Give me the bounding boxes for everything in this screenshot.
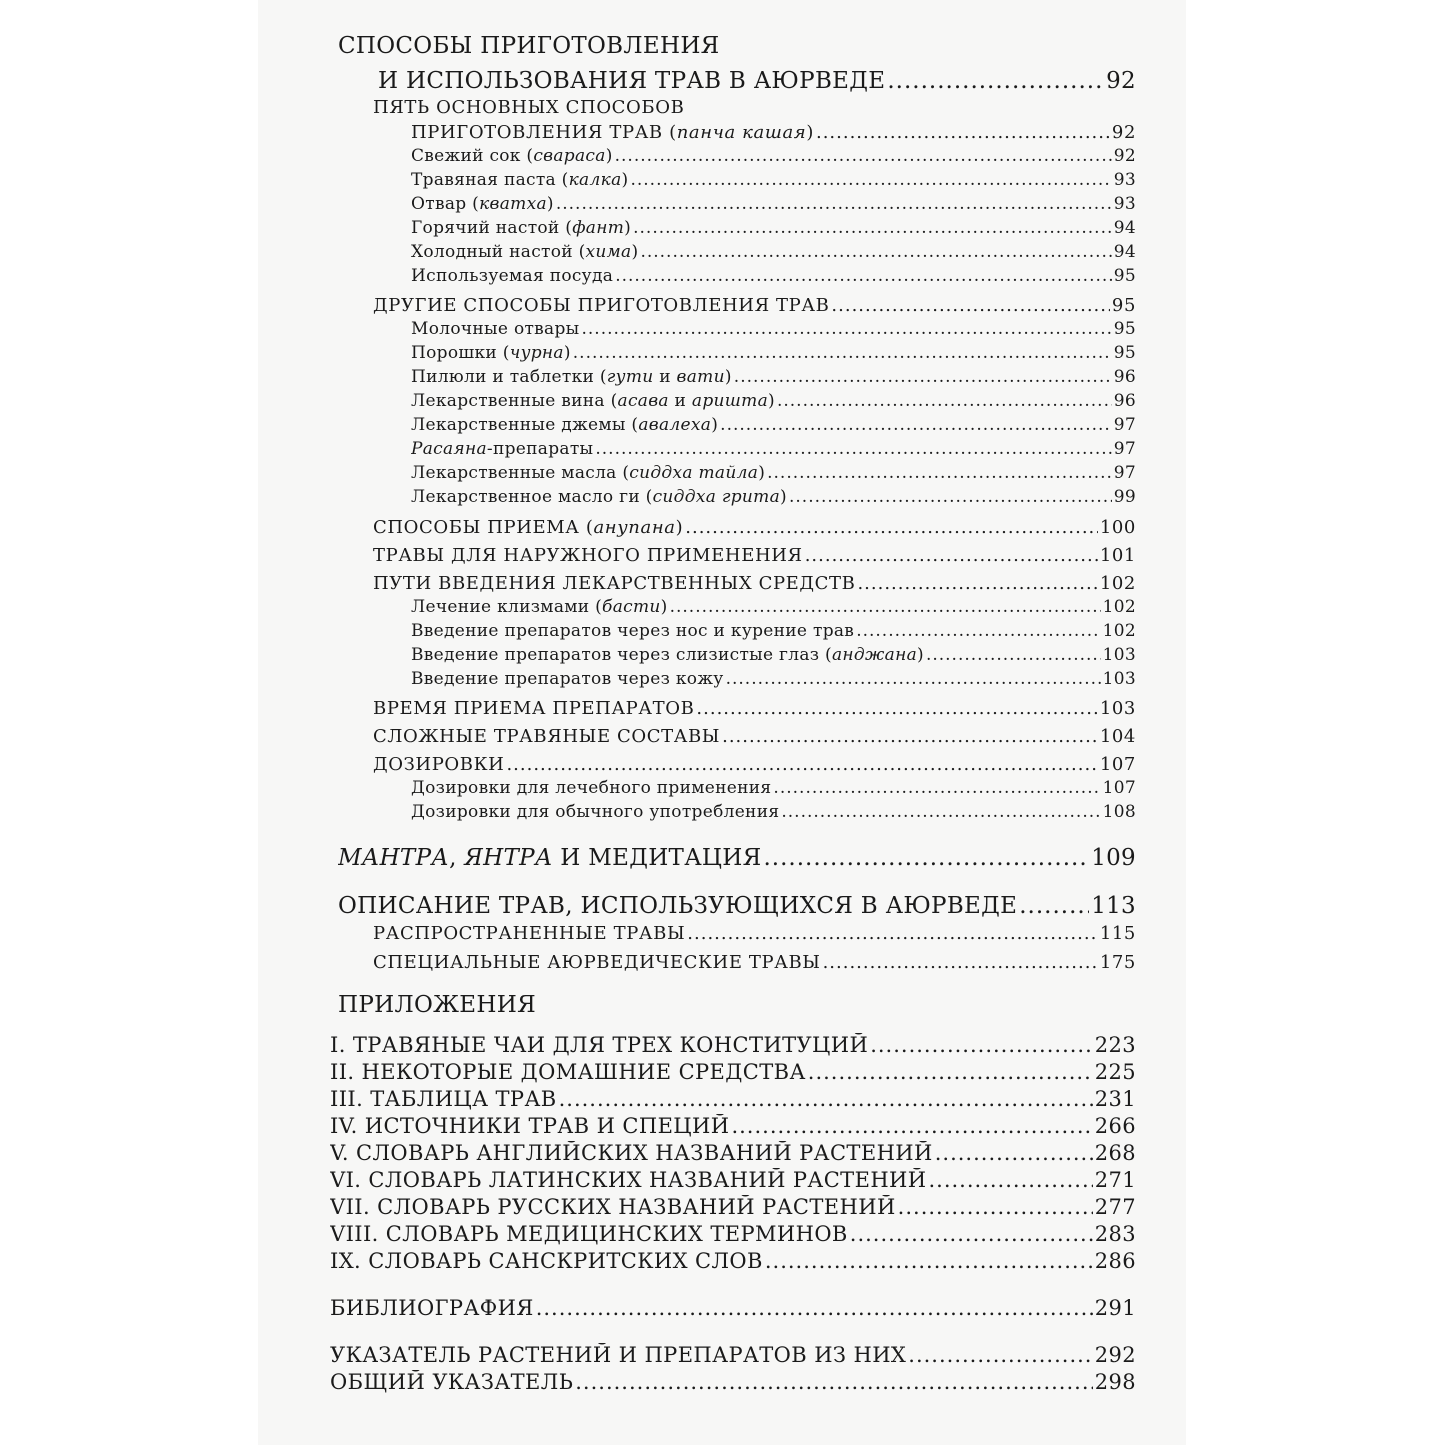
page-number: 104 [1099,726,1136,747]
toc-entry: Пилюли и таблетки (гути и вати) ..... 96 [411,367,1136,387]
toc-entry: И ИСПОЛЬЗОВАНИЯ ТРАВ В АЮРВЕДЕ ..... 92 [378,68,1136,94]
toc-entry: Дозировки для лечебного применения ..... 107 [411,778,1136,798]
page-number: 108 [1102,802,1136,822]
toc-section: БИБЛИОГРАФИЯ ..... 291 [330,1296,1136,1320]
dot-leader [764,845,1090,871]
page-number: 102 [1102,621,1136,641]
page-number: 103 [1099,698,1136,719]
toc-entry: СЛОЖНЫЕ ТРАВЯНЫЕ СОСТАВЫ ..... 104 [373,726,1136,747]
toc-entry: Лечение клизмами (басти) ..... 102 [411,597,1136,617]
page-number: 92 [1113,146,1136,166]
toc-appendix: VI. СЛОВАРЬ ЛАТИНСКИХ НАЗВАНИЙ РАСТЕНИЙ ..... 271 [330,1168,1136,1192]
dot-leader [685,517,1098,538]
toc-entry: Используемая посуда ..... 95 [411,266,1136,286]
page-number: 96 [1113,367,1136,387]
toc-entry: Отвар (кватха) ..... 93 [411,194,1136,214]
page-number: 95 [1113,343,1136,363]
toc-entry: Введение препаратов через кожу ..... 103 [411,669,1136,689]
page-number: 93 [1113,194,1136,214]
dot-leader [908,1343,1092,1367]
toc-section: УКАЗАТЕЛЬ РАСТЕНИЙ И ПРЕПАРАТОВ ИЗ НИХ ..... 292 [330,1343,1136,1367]
page-number: 292 [1094,1343,1136,1367]
toc-section-title: ПРИЛОЖЕНИЯ [338,992,536,1018]
dot-leader [696,698,1097,719]
dot-leader [573,343,1112,363]
dot-leader [556,194,1112,214]
toc-entry: Свежий сок (свараса) ..... 92 [411,146,1136,166]
toc-section: ОПИСАНИЕ ТРАВ, ИСПОЛЬЗУЮЩИХСЯ В АЮРВЕДЕ ..... 113 [338,893,1136,919]
dot-leader [506,754,1097,775]
dot-leader [831,295,1109,316]
page-number: 231 [1094,1087,1136,1111]
page-number: 97 [1113,463,1136,483]
page-number: 102 [1099,573,1136,594]
table-of-contents [258,0,1186,1445]
dot-leader [640,242,1111,262]
toc-entry: ВРЕМЯ ПРИЕМА ПРЕПАРАТОВ ..... 103 [373,698,1136,719]
page-number: 291 [1094,1296,1136,1320]
page-number: 283 [1094,1222,1136,1246]
page-number: 95 [1111,295,1136,316]
page-number: 95 [1113,266,1136,286]
dot-leader [898,1195,1093,1219]
dot-leader [722,726,1098,747]
page-number: 109 [1091,845,1136,871]
toc-entry: СПОСОБЫ ПРИЕМА (анупана) ..... 100 [373,517,1136,538]
toc-section: ОБЩИЙ УКАЗАТЕЛЬ ..... 298 [330,1370,1136,1394]
dot-leader [777,391,1112,411]
toc-entry: Порошки (чурна) ..... 95 [411,343,1136,363]
page-number: 94 [1113,218,1136,238]
dot-leader [734,367,1112,387]
toc-entry: ПРИГОТОВЛЕНИЯ ТРАВ (панча кашая) ..... 92 [411,122,1136,143]
page-number: 107 [1102,778,1136,798]
page-number: 286 [1094,1249,1136,1273]
toc-appendix: IX. СЛОВАРЬ САНСКРИТСКИХ СЛОВ ..... 286 [330,1249,1136,1273]
toc-appendix: I. ТРАВЯНЫЕ ЧАИ ДЛЯ ТРЕХ КОНСТИТУЦИЙ ..... 223 [330,1033,1136,1057]
toc-appendix: II. НЕКОТОРЫЕ ДОМАШНИЕ СРЕДСТВА ..... 225 [330,1060,1136,1084]
dot-leader [928,1168,1092,1192]
dot-leader [720,415,1112,435]
toc-entry: РАСПРОСТРАНЕННЫЕ ТРАВЫ ..... 115 [373,923,1136,944]
toc-section-title: СПОСОБЫ ПРИГОТОВЛЕНИЯ [338,33,720,59]
page-number: 94 [1113,242,1136,262]
page-number: 103 [1102,669,1136,689]
toc-entry: Горячий настой (фант) ..... 94 [411,218,1136,238]
dot-leader [805,545,1098,566]
page-number: 97 [1113,415,1136,435]
toc-appendix: VII. СЛОВАРЬ РУССКИХ НАЗВАНИЙ РАСТЕНИЙ ..... 277 [330,1195,1136,1219]
dot-leader [926,645,1101,665]
toc-entry: Лекарственное масло ги (сиддха грита) ..... 99 [411,487,1136,507]
toc-entry: Холодный настой (хима) ..... 94 [411,242,1136,262]
dot-leader [789,487,1112,507]
dot-leader [670,597,1101,617]
dot-leader [731,1114,1092,1138]
page-number: 93 [1113,170,1136,190]
dot-leader [615,146,1112,166]
page-number: 95 [1113,319,1136,339]
toc-appendix: III. ТАБЛИЦА ТРАВ ..... 231 [330,1087,1136,1111]
dot-leader [773,778,1100,798]
dot-leader [870,1033,1093,1057]
toc-appendix: V. СЛОВАРЬ АНГЛИЙСКИХ НАЗВАНИЙ РАСТЕНИЙ ..... 268 [330,1141,1136,1165]
toc-entry: ДРУГИЕ СПОСОБЫ ПРИГОТОВЛЕНИЯ ТРАВ ..... 95 [373,295,1136,316]
page-number: 175 [1099,952,1136,973]
page-number: 113 [1091,893,1136,919]
toc-entry-title: ПЯТЬ ОСНОВНЫХ СПОСОБОВ [373,97,685,118]
dot-leader [615,266,1112,286]
page-number: 268 [1094,1141,1136,1165]
toc-entry: СПЕЦИАЛЬНЫЕ АЮРВЕДИЧЕСКИЕ ТРАВЫ ..... 175 [373,952,1136,973]
toc-appendix: VIII. СЛОВАРЬ МЕДИЦИНСКИХ ТЕРМИНОВ ..... 283 [330,1222,1136,1246]
toc-entry: Расаяна-препараты ..... 97 [411,439,1136,459]
page-number: 97 [1113,439,1136,459]
dot-leader [816,122,1110,143]
dot-leader [857,573,1097,594]
dot-leader [687,923,1098,944]
dot-leader [856,621,1100,641]
page-number: 92 [1106,68,1136,94]
page-number: 277 [1094,1195,1136,1219]
toc-entry: Введение препаратов через нос и курение трав ..... 102 [411,621,1136,641]
toc-entry: Травяная паста (калка) ..... 93 [411,170,1136,190]
toc-entry: Молочные отвары ..... 95 [411,319,1136,339]
toc-entry: Введение препаратов через слизистые глаз (анджана) ..... 103 [411,645,1136,665]
toc-appendix: IV. ИСТОЧНИКИ ТРАВ И СПЕЦИЙ ..... 266 [330,1114,1136,1138]
dot-leader [935,1141,1093,1165]
page-number: 298 [1094,1370,1136,1394]
dot-leader [850,1222,1093,1246]
toc-entry: ТРАВЫ ДЛЯ НАРУЖНОГО ПРИМЕНЕНИЯ ..... 101 [373,545,1136,566]
page-number: 100 [1099,517,1136,538]
dot-leader [1019,893,1089,919]
dot-leader [808,1060,1093,1084]
page-number: 115 [1099,923,1136,944]
dot-leader [559,1087,1093,1111]
page-number: 103 [1102,645,1136,665]
dot-leader [582,319,1112,339]
dot-leader [887,68,1104,94]
page-number: 107 [1099,754,1136,775]
dot-leader [726,669,1101,689]
page-number: 223 [1094,1033,1136,1057]
dot-leader [767,463,1112,483]
dot-leader [630,170,1111,190]
toc-section: МАНТРА, ЯНТРА И МЕДИТАЦИЯ ..... 109 [338,845,1136,871]
book-page [258,0,1186,1445]
dot-leader [536,1296,1093,1320]
dot-leader [765,1249,1093,1273]
dot-leader [823,952,1098,973]
page-number: 96 [1113,391,1136,411]
toc-entry: Лекарственные вина (асава и аришта) ..... 96 [411,391,1136,411]
dot-leader [781,802,1100,822]
toc-entry: Лекарственные масла (сиддха тайла) ..... 97 [411,463,1136,483]
page-number: 101 [1099,545,1136,566]
page-number: 271 [1094,1168,1136,1192]
toc-entry: Дозировки для обычного употребления ..... 108 [411,802,1136,822]
page-number: 266 [1094,1114,1136,1138]
dot-leader [595,439,1111,459]
page-number: 102 [1102,597,1136,617]
page-number: 92 [1111,122,1136,143]
toc-entry: Лекарственные джемы (авалеха) ..... 97 [411,415,1136,435]
page-number: 225 [1094,1060,1136,1084]
toc-entry: ПУТИ ВВЕДЕНИЯ ЛЕКАРСТВЕННЫХ СРЕДСТВ ..... 102 [373,573,1136,594]
toc-entry: ДОЗИРОВКИ ..... 107 [373,754,1136,775]
dot-leader [575,1370,1092,1394]
page-number: 99 [1113,487,1136,507]
dot-leader [633,218,1112,238]
